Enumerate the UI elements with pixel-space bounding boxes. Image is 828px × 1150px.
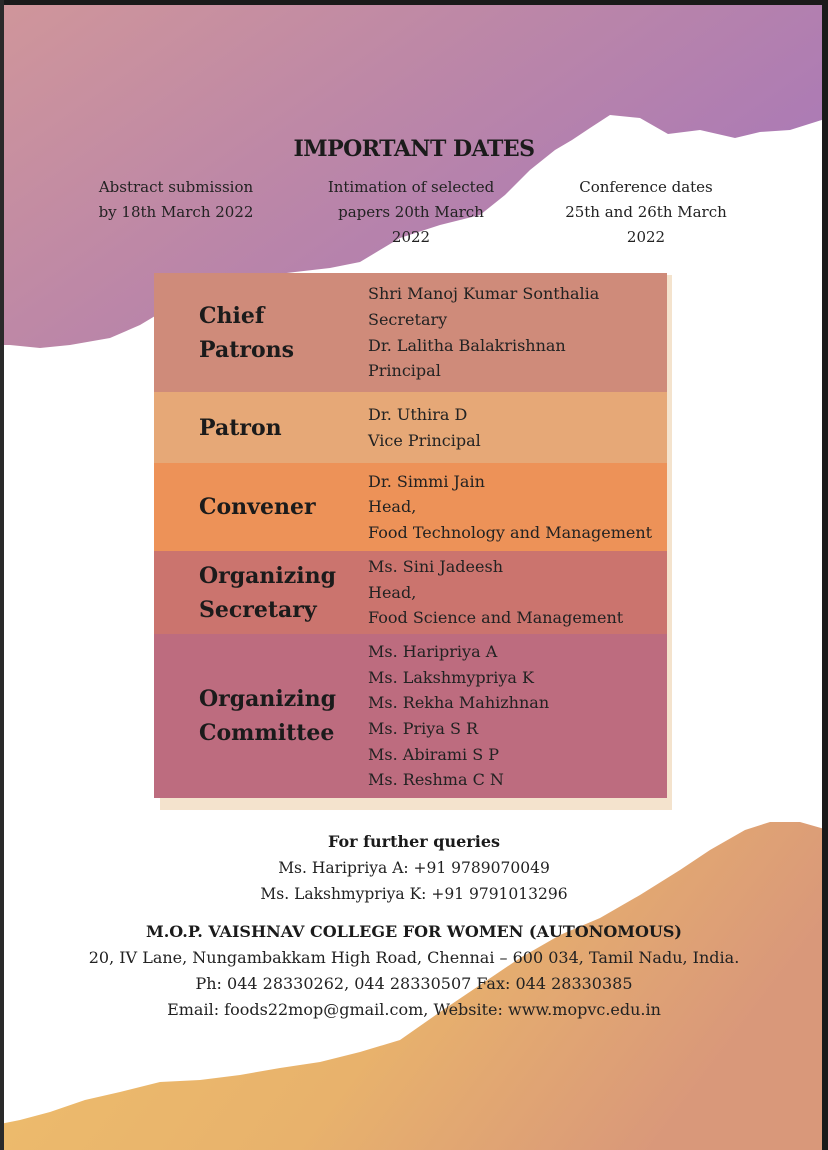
- label-line: Patron: [199, 414, 282, 441]
- name-line: Head,: [368, 497, 417, 517]
- name-line: Head,: [368, 582, 417, 602]
- label-line: Organizing: [199, 686, 336, 712]
- top-border: [0, 0, 828, 5]
- name-line: Ms. Abirami S P: [368, 744, 500, 764]
- row-names: [354, 463, 667, 551]
- contact-lakshmypriya: Ms. Lakshmypriya K: +91 9791013296: [260, 885, 568, 903]
- important-dates-heading: IMPORTANT DATES: [293, 136, 535, 162]
- row-label: [154, 273, 354, 392]
- date-line: by 18th March 2022: [98, 203, 254, 221]
- row-names: [354, 551, 667, 634]
- date-line: 2022: [391, 228, 431, 246]
- date-line: 2022: [626, 228, 666, 246]
- date-conference: [540, 175, 752, 250]
- name-line: Dr. Simmi Jain: [368, 471, 485, 491]
- label-line: Chief: [199, 302, 265, 329]
- row-patron: [154, 392, 667, 463]
- name-line: Principal: [368, 361, 441, 381]
- queries-heading: For further queries: [328, 832, 500, 851]
- date-intimation-selected-papers: [300, 175, 522, 250]
- name-line: Dr. Lalitha Balakrishnan: [368, 335, 566, 355]
- row-convener: [154, 463, 667, 551]
- row-label: [154, 551, 354, 634]
- name-line: Secretary: [368, 309, 448, 329]
- date-line: Abstract submission: [98, 178, 254, 196]
- name-line: Ms. Rekha Mahizhnan: [368, 693, 550, 713]
- date-abstract-submission: [66, 175, 286, 225]
- row-names: [354, 634, 667, 798]
- name-line: Food Science and Management: [368, 608, 624, 628]
- college-email-website: Email: foods22mop@gmail.com, Website: www.mopvc.edu.in: [167, 1000, 661, 1019]
- date-line: Conference dates: [579, 178, 713, 196]
- college-address: 20, IV Lane, Nungambakkam High Road, Chennai – 600 034, Tamil Nadu, India.: [88, 948, 740, 967]
- name-line: Ms. Reshma C N: [368, 770, 504, 790]
- committee-table: [154, 273, 667, 798]
- name-line: Shri Manoj Kumar Sonthalia: [368, 284, 600, 304]
- date-line: 25th and 26th March: [565, 203, 727, 221]
- college-phone: Ph: 044 28330262, 044 28330507 Fax: 044 28330385: [195, 974, 633, 993]
- label-line: Organizing: [199, 562, 336, 589]
- name-line: Dr. Uthira D: [368, 404, 468, 424]
- row-organizing-secretary: [154, 551, 667, 634]
- contact-haripriya: Ms. Haripriya A: +91 9789070049: [278, 859, 550, 877]
- name-line: Vice Principal: [368, 430, 481, 450]
- label-line: Secretary: [199, 596, 317, 623]
- date-line: papers 20th March: [338, 203, 484, 221]
- date-line: Intimation of selected: [327, 178, 495, 196]
- row-names: [354, 392, 667, 463]
- row-label: [154, 392, 354, 463]
- name-line: Ms. Priya S R: [368, 719, 479, 738]
- row-organizing-committee: [154, 634, 667, 798]
- name-line: Food Technology and Management: [368, 522, 653, 542]
- row-chief-patrons: [154, 273, 667, 392]
- row-names: [354, 273, 667, 392]
- label-line: Convener: [199, 494, 316, 520]
- label-line: Committee: [199, 720, 335, 746]
- name-line: Ms. Lakshmypriya K: [368, 667, 534, 687]
- row-label: [154, 463, 354, 551]
- label-line: Patrons: [199, 336, 295, 363]
- name-line: Ms. Haripriya A: [368, 642, 498, 662]
- row-label: [154, 634, 354, 798]
- college-name: M.O.P. VAISHNAV COLLEGE FOR WOMEN (AUTONOMOUS): [145, 922, 682, 941]
- name-line: Ms. Sini Jadeesh: [368, 557, 503, 577]
